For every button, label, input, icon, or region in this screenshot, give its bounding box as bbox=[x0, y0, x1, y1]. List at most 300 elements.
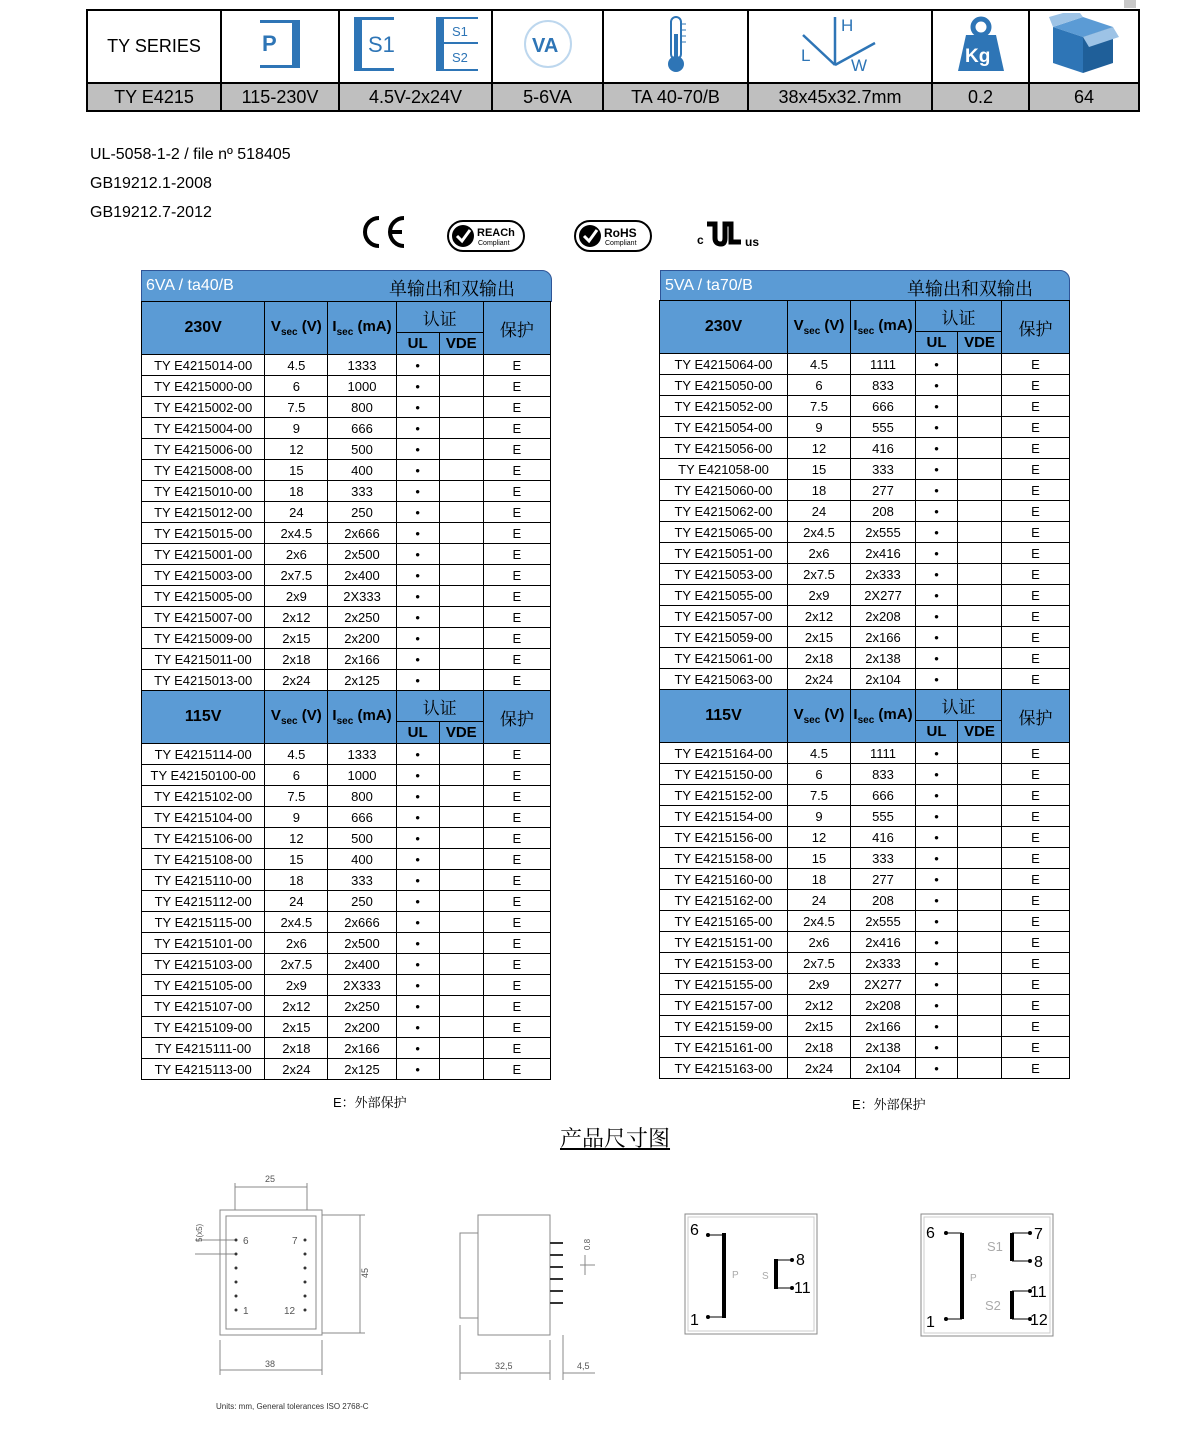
right-footnote: E：外部保护 bbox=[852, 1097, 926, 1112]
table-row bbox=[142, 481, 551, 502]
part-number: TY E4215106-00 bbox=[142, 828, 265, 849]
part-number: TY E4215113-00 bbox=[142, 1059, 265, 1080]
protection-value: E bbox=[483, 1059, 550, 1080]
protection-value: E bbox=[1002, 375, 1070, 396]
protection-value: E bbox=[1002, 438, 1070, 459]
isec-unit: (mA) bbox=[353, 707, 392, 724]
part-number: TY E4215051-00 bbox=[660, 543, 788, 564]
vde-mark bbox=[439, 1059, 483, 1080]
vde-mark bbox=[439, 870, 483, 891]
isec-value: 2x555 bbox=[851, 911, 916, 932]
protection-value: E bbox=[1002, 869, 1070, 890]
vsec-value: 6 bbox=[788, 764, 851, 785]
vsec-value: 2x15 bbox=[788, 1016, 851, 1037]
vde-mark bbox=[439, 849, 483, 870]
isec-value: 2x138 bbox=[851, 1037, 916, 1058]
voltage-header: 115V bbox=[660, 690, 788, 743]
isec-value: 250 bbox=[328, 502, 396, 523]
left-table-title bbox=[141, 270, 552, 302]
vde-mark bbox=[958, 785, 1002, 806]
protection-value: E bbox=[483, 670, 550, 691]
table-row bbox=[660, 501, 1070, 522]
ul-mark: • bbox=[396, 502, 439, 523]
series-label: TY SERIES bbox=[87, 10, 221, 83]
vde-mark bbox=[958, 743, 1002, 764]
vsec-value: 7.5 bbox=[788, 396, 851, 417]
part-number: TY E4215065-00 bbox=[660, 522, 788, 543]
vsec-value: 2x9 bbox=[788, 585, 851, 606]
isec-value: 400 bbox=[328, 460, 396, 481]
vde-mark bbox=[958, 522, 1002, 543]
part-number: TY E42150100-00 bbox=[142, 765, 265, 786]
table-row bbox=[660, 1037, 1070, 1058]
vsec-value: 6 bbox=[265, 765, 328, 786]
voltage-header: 115V bbox=[142, 691, 265, 744]
svg-text:38: 38 bbox=[265, 1359, 276, 1369]
vsec-value: 12 bbox=[265, 828, 328, 849]
part-number: TY E4215055-00 bbox=[660, 585, 788, 606]
vsec-value: 18 bbox=[788, 869, 851, 890]
protection-value: E bbox=[483, 1038, 550, 1059]
isec-value: 2x250 bbox=[328, 607, 396, 628]
part-number: TY E4215107-00 bbox=[142, 996, 265, 1017]
ul-mark: • bbox=[396, 1059, 439, 1080]
isec-value: 277 bbox=[851, 869, 916, 890]
table-row bbox=[660, 480, 1070, 501]
vsec-label: V bbox=[270, 318, 281, 335]
part-number: TY E4215105-00 bbox=[142, 975, 265, 996]
protection-header: 保护 bbox=[1002, 690, 1070, 743]
isec-value: 333 bbox=[328, 870, 396, 891]
vde-mark bbox=[439, 586, 483, 607]
vsec-value: 15 bbox=[265, 849, 328, 870]
vsec-sub: sec bbox=[803, 715, 821, 726]
dimensions-icon bbox=[748, 10, 932, 83]
ul-mark: • bbox=[396, 649, 439, 670]
vsec-value: 24 bbox=[265, 891, 328, 912]
vde-mark bbox=[439, 607, 483, 628]
protection-value: E bbox=[1002, 974, 1070, 995]
spec-value: 0.2 bbox=[932, 83, 1029, 111]
vsec-unit: (V) bbox=[820, 317, 845, 334]
protection-header: 保护 bbox=[1002, 301, 1070, 354]
part-number: TY E4215002-00 bbox=[142, 397, 265, 418]
vde-mark bbox=[958, 480, 1002, 501]
part-number: TY E4215063-00 bbox=[660, 669, 788, 690]
protection-value: E bbox=[483, 649, 550, 670]
vde-mark bbox=[958, 911, 1002, 932]
vsec-value: 6 bbox=[265, 376, 328, 397]
protection-value: E bbox=[483, 418, 550, 439]
table-row bbox=[660, 396, 1070, 417]
protection-value: E bbox=[1002, 585, 1070, 606]
protection-value: E bbox=[483, 565, 550, 586]
left-table-title-text: 6VA / ta40/B bbox=[146, 277, 234, 294]
vde-mark bbox=[958, 764, 1002, 785]
isec-value: 416 bbox=[851, 827, 916, 848]
vsec-value: 2x18 bbox=[788, 1037, 851, 1058]
vde-mark bbox=[439, 807, 483, 828]
svg-text:1: 1 bbox=[690, 1312, 699, 1329]
table-row bbox=[142, 1017, 551, 1038]
isec-value: 1333 bbox=[328, 355, 396, 376]
ul-mark: • bbox=[916, 974, 958, 995]
ul-mark: • bbox=[916, 627, 958, 648]
vsec-label: V bbox=[793, 706, 804, 723]
vde-mark bbox=[958, 1058, 1002, 1079]
part-number: TY E4215004-00 bbox=[142, 418, 265, 439]
ul-mark: • bbox=[396, 744, 439, 765]
vde-mark bbox=[958, 953, 1002, 974]
table-row bbox=[142, 649, 551, 670]
svg-text:6: 6 bbox=[926, 1225, 935, 1242]
part-number: TY E4215161-00 bbox=[660, 1037, 788, 1058]
part-number: TY E4215165-00 bbox=[660, 911, 788, 932]
vsec-sub: sec bbox=[280, 716, 298, 727]
protection-value: E bbox=[1002, 806, 1070, 827]
ul-recognized-icon bbox=[697, 220, 767, 255]
ul-mark: • bbox=[916, 743, 958, 764]
part-number: TY E4215104-00 bbox=[142, 807, 265, 828]
part-number: TY E4215000-00 bbox=[142, 376, 265, 397]
part-number: TY E4215150-00 bbox=[660, 764, 788, 785]
vsec-value: 2x4.5 bbox=[265, 912, 328, 933]
svg-text:1: 1 bbox=[926, 1314, 935, 1331]
isec-label: I bbox=[853, 317, 858, 334]
isec-value: 2x200 bbox=[328, 628, 396, 649]
isec-value: 2x208 bbox=[851, 606, 916, 627]
ul-mark: • bbox=[396, 786, 439, 807]
ul-mark: • bbox=[916, 932, 958, 953]
ul-mark: • bbox=[396, 628, 439, 649]
vde-mark bbox=[439, 439, 483, 460]
part-number: TY E4215015-00 bbox=[142, 523, 265, 544]
protection-value: E bbox=[483, 355, 550, 376]
svg-text:W: W bbox=[851, 56, 868, 75]
vsec-value: 2x4.5 bbox=[788, 911, 851, 932]
part-number: TY E4215157-00 bbox=[660, 995, 788, 1016]
vde-mark bbox=[439, 460, 483, 481]
table-row bbox=[142, 954, 551, 975]
vde-mark bbox=[958, 501, 1002, 522]
ul-mark: • bbox=[396, 933, 439, 954]
table-row bbox=[142, 807, 551, 828]
part-number: TY E4215053-00 bbox=[660, 564, 788, 585]
isec-value: 1333 bbox=[328, 744, 396, 765]
part-number: TY E4215156-00 bbox=[660, 827, 788, 848]
vde-mark bbox=[439, 996, 483, 1017]
vde-mark bbox=[439, 565, 483, 586]
vde-mark bbox=[958, 564, 1002, 585]
ul-header: UL bbox=[396, 333, 439, 355]
left-footnote: E：外部保护 bbox=[333, 1095, 407, 1110]
protection-value: E bbox=[483, 481, 550, 502]
table-row bbox=[660, 869, 1070, 890]
vde-mark bbox=[439, 376, 483, 397]
isec-value: 2X333 bbox=[328, 586, 396, 607]
protection-value: E bbox=[1002, 459, 1070, 480]
right-table-title-cn: 单输出和双输出 bbox=[907, 279, 1033, 299]
protection-value: E bbox=[1002, 785, 1070, 806]
isec-value: 800 bbox=[328, 786, 396, 807]
protection-value: E bbox=[1002, 669, 1070, 690]
schematic-dual-output bbox=[920, 1213, 1056, 1339]
isec-value: 2x500 bbox=[328, 933, 396, 954]
scrollbar[interactable] bbox=[1124, 0, 1136, 8]
ul-mark: • bbox=[396, 397, 439, 418]
protection-value: E bbox=[1002, 1058, 1070, 1079]
vsec-value: 4.5 bbox=[788, 743, 851, 764]
secondary-icon bbox=[339, 10, 492, 83]
table-row bbox=[142, 765, 551, 786]
ul-header: UL bbox=[396, 722, 439, 744]
table-row bbox=[142, 933, 551, 954]
ul-mark: • bbox=[396, 975, 439, 996]
ul-mark: • bbox=[396, 460, 439, 481]
ul-mark: • bbox=[396, 849, 439, 870]
vsec-value: 7.5 bbox=[788, 785, 851, 806]
protection-value: E bbox=[1002, 522, 1070, 543]
protection-value: E bbox=[1002, 890, 1070, 911]
part-number: TY E4215054-00 bbox=[660, 417, 788, 438]
svg-text:P: P bbox=[732, 1270, 739, 1281]
ul-mark: • bbox=[916, 869, 958, 890]
ul-mark: • bbox=[916, 543, 958, 564]
svg-text:S2: S2 bbox=[985, 1298, 1001, 1313]
table-row bbox=[142, 460, 551, 481]
vsec-value: 2x7.5 bbox=[788, 953, 851, 974]
isec-sub: sec bbox=[336, 716, 354, 727]
isec-header bbox=[851, 690, 916, 743]
svg-text:0.8: 0.8 bbox=[583, 1238, 592, 1250]
table-row bbox=[660, 764, 1070, 785]
vsec-value: 2x15 bbox=[265, 628, 328, 649]
ul-mark: • bbox=[916, 585, 958, 606]
protection-value: E bbox=[1002, 564, 1070, 585]
vsec-header bbox=[265, 691, 328, 744]
isec-sub: sec bbox=[857, 715, 875, 726]
isec-label: I bbox=[332, 318, 337, 335]
isec-value: 2x166 bbox=[328, 1038, 396, 1059]
vde-mark bbox=[958, 543, 1002, 564]
svg-text:RoHS: RoHS bbox=[604, 226, 637, 240]
vde-mark bbox=[958, 417, 1002, 438]
protection-value: E bbox=[1002, 396, 1070, 417]
vsec-value: 4.5 bbox=[788, 354, 851, 375]
ul-mark: • bbox=[396, 996, 439, 1017]
part-number: TY E4215102-00 bbox=[142, 786, 265, 807]
protection-value: E bbox=[1002, 543, 1070, 564]
vde-header: VDE bbox=[958, 332, 1002, 354]
vde-mark bbox=[439, 891, 483, 912]
spec-value: 115-230V bbox=[221, 83, 339, 111]
vsec-value: 2x6 bbox=[265, 544, 328, 565]
protection-value: E bbox=[483, 786, 550, 807]
vde-mark bbox=[958, 1016, 1002, 1037]
svg-text:P: P bbox=[970, 1273, 977, 1284]
part-number: TY E4215050-00 bbox=[660, 375, 788, 396]
part-number: TY E4215060-00 bbox=[660, 480, 788, 501]
part-number: TY E4215112-00 bbox=[142, 891, 265, 912]
isec-value: 2x104 bbox=[851, 669, 916, 690]
part-number: TY E4215155-00 bbox=[660, 974, 788, 995]
vsec-value: 2x18 bbox=[265, 649, 328, 670]
protection-value: E bbox=[1002, 764, 1070, 785]
vsec-value: 9 bbox=[265, 807, 328, 828]
thermometer-icon bbox=[603, 10, 748, 83]
vde-mark bbox=[958, 585, 1002, 606]
isec-header bbox=[851, 301, 916, 354]
table-row bbox=[142, 502, 551, 523]
part-number: TY E4215008-00 bbox=[142, 460, 265, 481]
isec-value: 2x400 bbox=[328, 565, 396, 586]
svg-text:8: 8 bbox=[796, 1252, 805, 1269]
table-row bbox=[142, 376, 551, 397]
vsec-sub: sec bbox=[280, 327, 298, 338]
ul-mark: • bbox=[916, 995, 958, 1016]
part-number: TY E4215052-00 bbox=[660, 396, 788, 417]
protection-value: E bbox=[1002, 354, 1070, 375]
protection-value: E bbox=[483, 544, 550, 565]
vsec-value: 18 bbox=[788, 480, 851, 501]
ul-mark: • bbox=[916, 459, 958, 480]
ul-mark: • bbox=[916, 564, 958, 585]
spec-table bbox=[86, 9, 1140, 112]
isec-value: 833 bbox=[851, 764, 916, 785]
svg-text:11: 11 bbox=[1030, 1284, 1047, 1301]
vsec-value: 2x4.5 bbox=[788, 522, 851, 543]
isec-value: 333 bbox=[328, 481, 396, 502]
svg-text:12: 12 bbox=[284, 1306, 296, 1317]
isec-value: 500 bbox=[328, 828, 396, 849]
isec-value: 2x104 bbox=[851, 1058, 916, 1079]
part-number: TY E4215013-00 bbox=[142, 670, 265, 691]
table-row bbox=[142, 670, 551, 691]
protection-value: E bbox=[483, 849, 550, 870]
table-row bbox=[660, 848, 1070, 869]
table-row bbox=[142, 975, 551, 996]
vde-mark bbox=[958, 869, 1002, 890]
ul-mark: • bbox=[916, 785, 958, 806]
ul-mark: • bbox=[396, 565, 439, 586]
spec-value: TA 40-70/B bbox=[603, 83, 748, 111]
vde-mark bbox=[439, 933, 483, 954]
table-row bbox=[142, 891, 551, 912]
vsec-value: 2x9 bbox=[788, 974, 851, 995]
svg-text:4,5: 4,5 bbox=[577, 1361, 590, 1371]
part-number: TY E4215012-00 bbox=[142, 502, 265, 523]
svg-text:5(x5): 5(x5) bbox=[195, 1223, 204, 1242]
isec-value: 666 bbox=[851, 785, 916, 806]
part-number: TY E4215056-00 bbox=[660, 438, 788, 459]
rohs-logo-icon bbox=[574, 220, 654, 257]
ul-mark: • bbox=[396, 586, 439, 607]
protection-value: E bbox=[483, 397, 550, 418]
protection-value: E bbox=[1002, 932, 1070, 953]
cert-header: 认证 bbox=[916, 690, 1002, 721]
protection-value: E bbox=[483, 1017, 550, 1038]
vde-mark bbox=[958, 932, 1002, 953]
isec-value: 250 bbox=[328, 891, 396, 912]
ul-mark: • bbox=[396, 765, 439, 786]
ul-header: UL bbox=[916, 721, 958, 743]
isec-value: 800 bbox=[328, 397, 396, 418]
table-row bbox=[142, 397, 551, 418]
ul-mark: • bbox=[916, 522, 958, 543]
vde-mark bbox=[958, 995, 1002, 1016]
table-row bbox=[142, 870, 551, 891]
ul-mark: • bbox=[916, 438, 958, 459]
vsec-value: 2x24 bbox=[265, 670, 328, 691]
vde-mark bbox=[439, 544, 483, 565]
part-number: TY E4215108-00 bbox=[142, 849, 265, 870]
vsec-value: 2x12 bbox=[265, 607, 328, 628]
protection-value: E bbox=[483, 996, 550, 1017]
table-row bbox=[142, 912, 551, 933]
vsec-value: 2x7.5 bbox=[265, 954, 328, 975]
protection-value: E bbox=[483, 828, 550, 849]
part-number: TY E421058-00 bbox=[660, 459, 788, 480]
vsec-value: 4.5 bbox=[265, 744, 328, 765]
vde-mark bbox=[958, 890, 1002, 911]
ul-mark: • bbox=[396, 1038, 439, 1059]
isec-header bbox=[328, 302, 396, 355]
ul-mark: • bbox=[916, 911, 958, 932]
isec-sub: sec bbox=[336, 327, 354, 338]
vde-mark bbox=[439, 975, 483, 996]
svg-text:H: H bbox=[841, 16, 854, 35]
vsec-value: 2x7.5 bbox=[265, 565, 328, 586]
ul-mark: • bbox=[396, 481, 439, 502]
isec-value: 2x416 bbox=[851, 543, 916, 564]
vsec-value: 15 bbox=[788, 459, 851, 480]
table-row bbox=[660, 606, 1070, 627]
protection-value: E bbox=[483, 586, 550, 607]
protection-value: E bbox=[483, 523, 550, 544]
table-row bbox=[660, 354, 1070, 375]
protection-value: E bbox=[483, 765, 550, 786]
part-number: TY E4215153-00 bbox=[660, 953, 788, 974]
ul-mark: • bbox=[916, 764, 958, 785]
spec-value: 4.5V-2x24V bbox=[339, 83, 492, 111]
table-row bbox=[142, 1059, 551, 1080]
isec-value: 2x125 bbox=[328, 670, 396, 691]
svg-text:L: L bbox=[801, 46, 811, 65]
svg-text:Compliant: Compliant bbox=[478, 240, 510, 247]
vsec-value: 2x24 bbox=[788, 1058, 851, 1079]
vsec-header bbox=[788, 301, 851, 354]
vsec-value: 7.5 bbox=[265, 397, 328, 418]
part-number: TY E4215005-00 bbox=[142, 586, 265, 607]
vde-mark bbox=[958, 375, 1002, 396]
isec-label: I bbox=[332, 707, 337, 724]
protection-value: E bbox=[1002, 480, 1070, 501]
protection-value: E bbox=[1002, 417, 1070, 438]
svg-text:6: 6 bbox=[690, 1222, 699, 1239]
ul-mark: • bbox=[916, 669, 958, 690]
vde-mark bbox=[439, 355, 483, 376]
isec-value: 2x500 bbox=[328, 544, 396, 565]
voltage-header: 230V bbox=[660, 301, 788, 354]
table-row bbox=[142, 849, 551, 870]
isec-value: 1000 bbox=[328, 765, 396, 786]
vsec-unit: (V) bbox=[297, 318, 322, 335]
table-row bbox=[660, 627, 1070, 648]
vsec-label: V bbox=[793, 317, 804, 334]
protection-header: 保护 bbox=[483, 691, 550, 744]
svg-text:VA: VA bbox=[531, 35, 558, 57]
vsec-value: 2x6 bbox=[265, 933, 328, 954]
